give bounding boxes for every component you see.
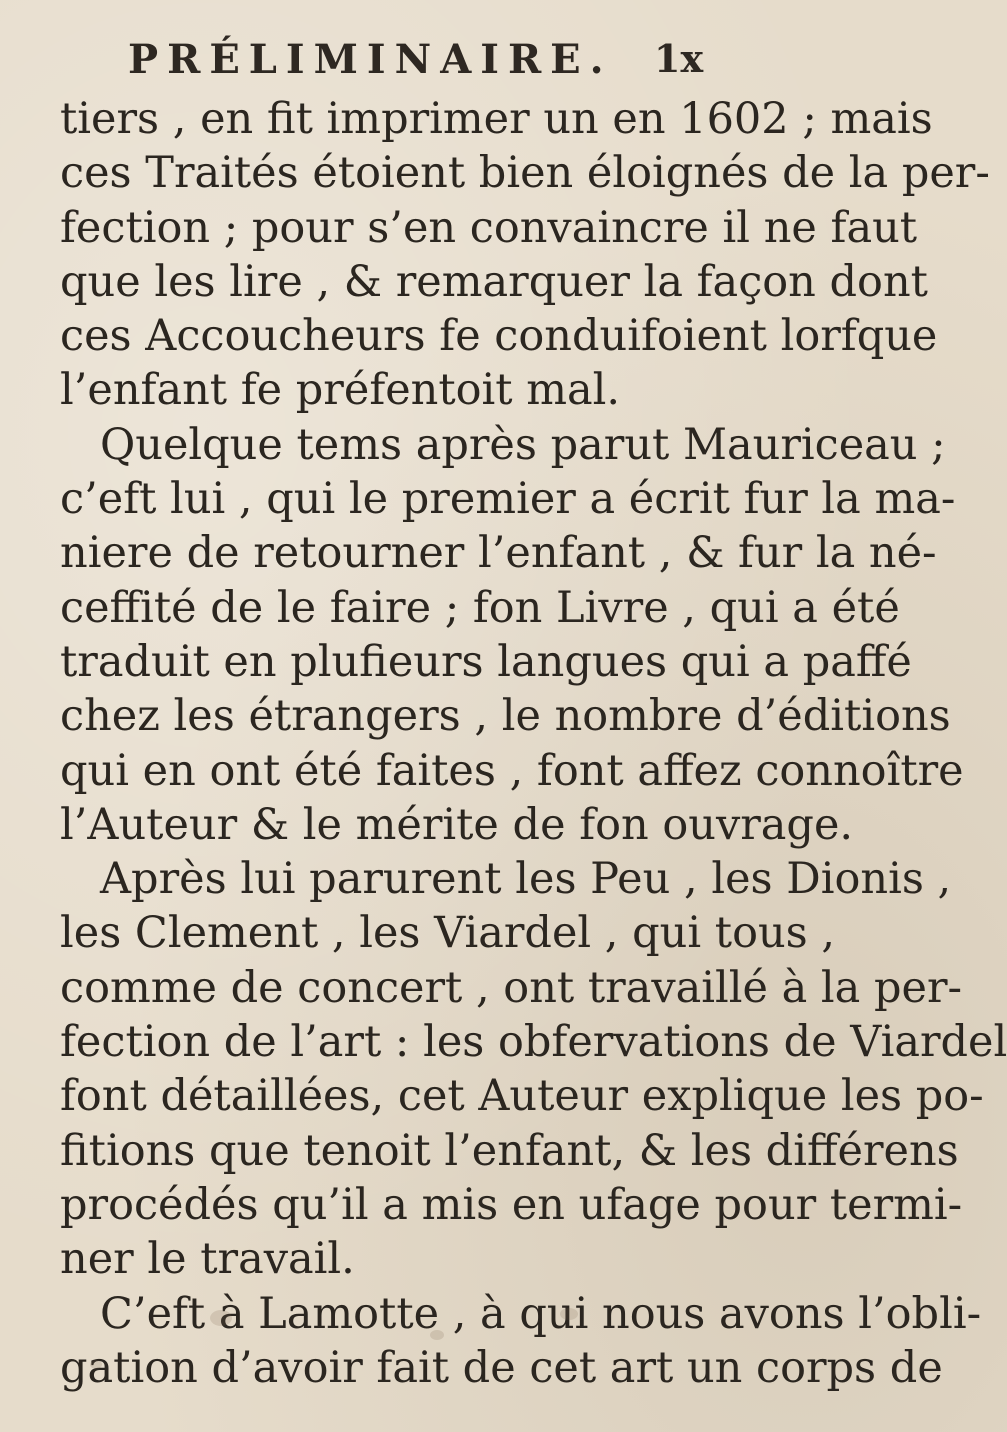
text-line: ner le travail. (60, 1234, 355, 1285)
text-line: fection de l’art : les obfervations de Viardel (60, 1017, 1007, 1068)
paper-stain (90, 1360, 102, 1369)
page-bottom-margin (0, 1290, 943, 1432)
text-line: fection ; pour s’en convaincre il ne faut (60, 202, 918, 253)
paragraph-start-line: Après lui parurent les Peu , les Dionis , (100, 854, 952, 905)
text-line: procédés qu’il a mis en ufage pour termi- (60, 1179, 963, 1230)
page-number: 1x (654, 36, 704, 81)
text-line: que les lire , & remarquer la façon dont (60, 256, 928, 307)
paper-stain (430, 1330, 444, 1340)
text-line: les Clement , les Viardel , qui tous , (60, 908, 836, 959)
paper-stain (210, 1310, 232, 1326)
text-line: fitions que tenoit l’enfant, & les différens (60, 1125, 959, 1176)
text-line: l’Auteur & le mérite de fon ouvrage. (60, 799, 854, 850)
body-text (38, 92, 1007, 1395)
text-line: gation d’avoir fait de cet art un corps de (60, 1342, 943, 1393)
text-line: tiers , en fit imprimer un en 1602 ; mais (60, 94, 933, 144)
text-line: niere de retourner l’enfant , & fur la né- (60, 528, 937, 579)
paper-stain (560, 1308, 578, 1320)
running-title: PRÉLIMINAIRE. (128, 36, 613, 83)
text-line: ceffité de le faire ; fon Livre , qui a été (60, 582, 900, 633)
paragraph-start-line: C’eft à Lamotte , à qui nous avons l’obli- (100, 1288, 982, 1339)
text-line: traduit en plufieurs langues qui a paffé (60, 636, 912, 687)
running-head (0, 22, 800, 82)
text-line: font détaillées, cet Auteur explique les po- (60, 1071, 984, 1122)
text-line: c’eft lui , qui le premier a écrit fur la ma- (60, 474, 956, 525)
text-line: qui en ont été faites , font affez connoître (60, 745, 964, 796)
text-line: ces Traités étoient bien éloignés de la per- (60, 148, 990, 199)
paragraph-start-line: Quelque tems après parut Mauriceau ; (100, 419, 946, 470)
text-line: l’enfant fe préfentoit mal. (60, 365, 621, 416)
text-line: ces Accoucheurs fe conduifoient lorfque (60, 311, 938, 362)
text-line: chez les étrangers , le nombre d’éditions (60, 691, 951, 742)
text-line: comme de concert , ont travaillé à la per- (60, 962, 963, 1013)
